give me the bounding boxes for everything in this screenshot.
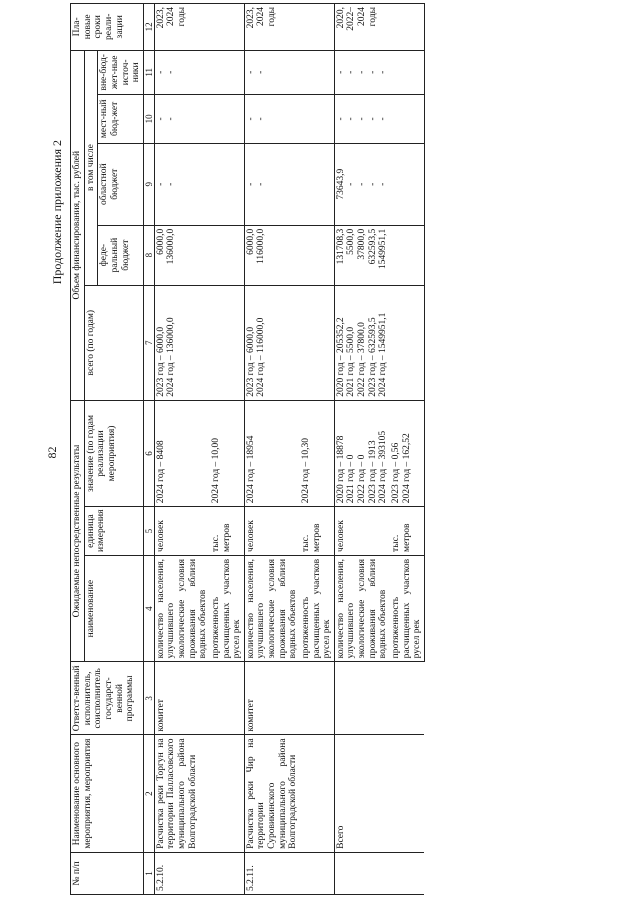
finance-local: [334, 94, 390, 143]
finance-line: 2023 год – 632593,5: [367, 317, 378, 397]
finance-extra: [244, 50, 300, 94]
finance-line: 2023 год – 6000,0: [245, 326, 256, 397]
finance-line: -: [245, 117, 256, 121]
finance-line: -: [256, 182, 267, 186]
col-number: 6: [143, 400, 154, 506]
result-unit: человек: [154, 507, 210, 556]
finance-line: 37800,0: [357, 228, 368, 260]
finance-line: -: [256, 70, 267, 74]
header-total: всего (по годам): [84, 285, 143, 400]
finance-total: [244, 285, 300, 400]
value-line: 2021 год – 0: [346, 454, 357, 504]
finance-federal: [244, 225, 300, 285]
continuation-note: Продолжение приложения 2: [50, 140, 64, 285]
finance-line: -: [256, 117, 267, 121]
row-number: 5.2.10.: [154, 852, 244, 894]
finance-total: [334, 285, 390, 400]
finance-regional: [244, 143, 300, 225]
measure-name: Расчистка реки Торгун на территории Палласовского муниципального района Волгоградской области: [154, 735, 244, 852]
finance-federal: [154, 225, 210, 285]
terms: 2023, 2024 годы: [244, 4, 300, 51]
finance-line: -: [166, 117, 177, 121]
header-local: мест-ный бюд-жет: [98, 94, 144, 143]
finance-total: [154, 285, 210, 400]
result-values: [334, 400, 390, 506]
finance-extra: [154, 50, 210, 94]
result-unit: тыс. метров: [390, 507, 424, 556]
finance-line: 2024 год – 1549951,1: [378, 312, 389, 397]
value-line: 2024 год – 393105: [378, 430, 389, 504]
result-unit: человек: [244, 507, 300, 556]
value-line: 2023 год – 0,56: [390, 442, 401, 504]
finance-line: 6000,0: [155, 228, 166, 255]
finance-line: -: [357, 182, 368, 186]
finance-line: -: [335, 117, 346, 121]
executor: комитет: [244, 662, 334, 735]
measure-name: Расчистка реки Чир на территории Суровикинского муниципального района Волгоградской области: [244, 735, 334, 852]
col-number: 5: [143, 507, 154, 556]
result-value: 2024 год – 8408: [154, 400, 210, 506]
header-results-group: Ожидаемые непосредственные результаты: [71, 400, 85, 662]
result-name: количество населения, улучшившего экологические условия проживания вблизи водных объектов: [334, 555, 390, 661]
col-number: 10: [143, 94, 154, 143]
header-including: в том числе: [84, 50, 98, 285]
finance-line: 73643,9: [335, 168, 346, 200]
finance-line: 1549951,1: [378, 228, 389, 270]
value-line: 2023 год – 1913: [367, 440, 378, 504]
header-finance-group: Объем финансирования, тыс. рублей: [71, 50, 85, 400]
finance-line: 116000,0: [256, 228, 267, 265]
result-unit: тыс. метров: [300, 507, 334, 556]
finance-line: -: [155, 70, 166, 74]
result-value: 2024 год – 18954: [244, 400, 300, 506]
finance-line: -: [378, 117, 389, 121]
result-value: 2024 год – 10,00: [210, 400, 244, 506]
finance-line: -: [335, 70, 346, 74]
result-name: количество населения, улучшившего экологические условия проживания вблизи водных объектов: [154, 555, 210, 661]
result-name: протяженность расчищенных участков русел рек: [210, 555, 244, 661]
finance-local: [244, 94, 300, 143]
finance-local: [154, 94, 210, 143]
finance-line: -: [155, 117, 166, 121]
header-extra: вне-бюд-жет-ные источ-ники: [98, 50, 144, 94]
finance-extra: [334, 50, 390, 94]
header-federal: феде-ральный бюджет: [98, 225, 144, 285]
value-line: 2024 год – 162,52: [401, 433, 412, 504]
finance-line: 2024 год – 136000,0: [166, 317, 177, 397]
finance-line: 131708,3: [335, 228, 346, 265]
total-label: Всего: [334, 735, 424, 852]
result-name: протяженность расчищенных участков русел рек: [300, 555, 334, 661]
finance-line: -: [166, 70, 177, 74]
col-number: 8: [143, 225, 154, 285]
financing-table: [70, 3, 425, 895]
col-number: 1: [143, 852, 154, 894]
finance-line: -: [346, 70, 357, 74]
finance-line: -: [367, 117, 378, 121]
result-name: протяженность расчищенных участков русел рек: [390, 555, 424, 661]
executor: комитет: [154, 662, 244, 735]
header-no: № п/п: [71, 852, 144, 894]
col-number: 9: [143, 143, 154, 225]
finance-line: 2023 год – 6000,0: [155, 326, 166, 397]
value-line: 2020 год – 18878: [335, 435, 346, 504]
row-number: 5.2.11.: [244, 852, 334, 894]
finance-line: 2021 год – 5500,0: [346, 326, 357, 397]
header-regional: областной бюджет: [98, 143, 144, 225]
finance-federal: [334, 225, 390, 285]
finance-line: -: [357, 117, 368, 121]
col-number: 2: [143, 735, 154, 852]
finance-line: -: [378, 70, 389, 74]
finance-line: 6000,0: [245, 228, 256, 255]
finance-line: -: [346, 117, 357, 121]
finance-line: -: [367, 70, 378, 74]
finance-line: -: [367, 182, 378, 186]
finance-line: 632593,5: [367, 228, 378, 265]
result-unit: человек: [334, 507, 390, 556]
terms: 2023, 2024 годы: [154, 4, 210, 51]
header-result-name: наименование: [84, 555, 143, 661]
page-number: 82: [45, 446, 59, 459]
finance-line: -: [378, 182, 389, 186]
finance-line: -: [155, 182, 166, 186]
finance-line: 2020 год – 205352,2: [335, 317, 346, 397]
finance-line: 5500,0: [346, 228, 357, 255]
header-terms: Пла-новые сроки реали-зации: [71, 4, 144, 51]
header-value: значение (по годам реализации мероприятия): [84, 400, 143, 506]
terms: 2020, 2022– 2024 годы: [334, 4, 390, 51]
finance-line: -: [346, 182, 357, 186]
col-number: 11: [143, 50, 154, 94]
result-unit: тыс. метров: [210, 507, 244, 556]
finance-line: 2024 год – 116000,0: [256, 317, 267, 397]
header-executor: Ответст-венный исполнитель, соисполнитель государст-венной программы: [71, 662, 144, 735]
result-values: [390, 400, 424, 506]
col-number: 12: [143, 4, 154, 51]
finance-line: -: [357, 70, 368, 74]
finance-line: -: [245, 70, 256, 74]
col-number: 7: [143, 285, 154, 400]
table-row: [154, 4, 210, 895]
result-name: количество населения, улучшившего экологические условия проживания вблизи водных объектов: [244, 555, 300, 661]
finance-regional: [154, 143, 210, 225]
finance-regional: [334, 143, 390, 225]
header-unit: единица измерения: [84, 507, 143, 556]
finance-line: -: [245, 182, 256, 186]
col-number: 4: [143, 555, 154, 661]
result-value: 2024 год – 10,30: [300, 400, 334, 506]
col-number: 3: [143, 662, 154, 735]
header-name: Наименование основного мероприятия, мероприятия: [71, 735, 144, 852]
value-line: 2022 год – 0: [357, 454, 368, 504]
finance-line: 2022 год – 37800,0: [357, 322, 368, 397]
finance-line: -: [166, 182, 177, 186]
table-row: [244, 4, 300, 895]
table-row-total: [334, 4, 390, 895]
finance-line: 136000,0: [166, 228, 177, 265]
